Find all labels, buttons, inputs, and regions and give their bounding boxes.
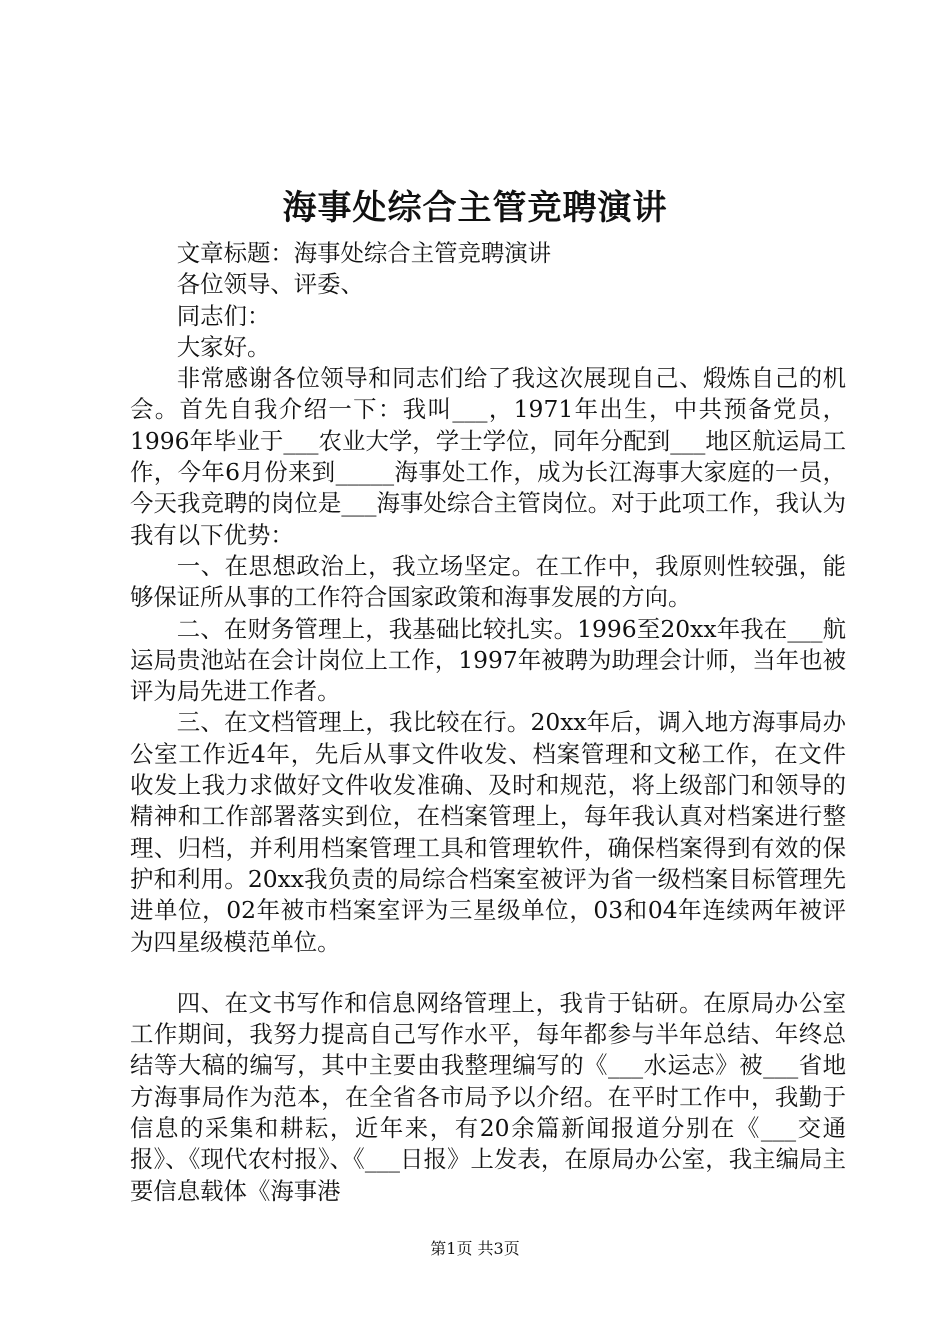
paragraph-point-3: 三、在文档管理上，我比较在行。20xx年后，调入地方海事局办公室工作近4年，先后从事文件收发、档案管理和文秘工作，在文件收发上我力求做好文件收发准确、及时和规范，将上级部门和领导的精神和工作部署落实到位，在档案管理上，每年我认真对档案进行整理、归档，并利用档案管理工具和管理软件，确保档案得到有效的保护和利用。20xx我负责的局综合档案室被评为省一级档案目标管理先进单位，02年被市档案室评为三星级单位，03和04年连续两年被评为四星级模范单位。 — [130, 708, 846, 956]
greeting-line: 大家好。 — [176, 332, 271, 361]
paragraph-point-1: 一、在思想政治上，我立场坚定。在工作中，我原则性较强，能够保证所从事的工作符合国家政策和海事发展的方向。 — [130, 551, 846, 612]
salutation-line-1: 各位领导、评委、 — [176, 270, 364, 299]
salutation-line-2: 同志们： — [176, 301, 271, 330]
paragraph-point-4: 四、在文书写作和信息网络管理上，我肯于钻研。在原局办公室工作期间，我努力提高自己写作水平，每年都参与半年总结、年终总结等大稿的编写，其中主要由我整理编写的《___水运志》被___省地方海事局作为范本，在全省各市局予以介绍。在平时工作中，我勤于信息的采集和耕耘，近年来，有20余篇新闻报道分别在《___交通报》、《现代农村报》、《___日报》上发表，在原局办公室，我主编局主要信息载体《海事港 — [130, 988, 846, 1205]
article-title-line: 文章标题：海事处综合主管竞聘演讲 — [176, 239, 552, 267]
document-title: 海事处综合主管竞聘演讲 — [282, 188, 668, 228]
document-body — [130, 238, 846, 1207]
paragraph-introduction: 非常感谢各位领导和同志们给了我这次展现自己、煅炼自己的机会。首先自我介绍一下：我叫___，1971年出生，中共预备党员，1996年毕业于___农业大学，学士学位，同年分配到___地区航运局工作，今年6月份来到_____海事处工作，成为长江海事大家庭的一员，今天我竞聘的岗位是___海事处综合主管岗位。对于此项工作，我认为我有以下优势： — [130, 364, 846, 549]
page-number-footer: 第1页 共3页 — [430, 1239, 520, 1258]
paragraph-point-2: 二、在财务管理上，我基础比较扎实。1996至20xx年我在___航运局贵池站在会计岗位上工作，1997年被聘为助理会计师，当年也被评为局先进工作者。 — [130, 614, 846, 706]
